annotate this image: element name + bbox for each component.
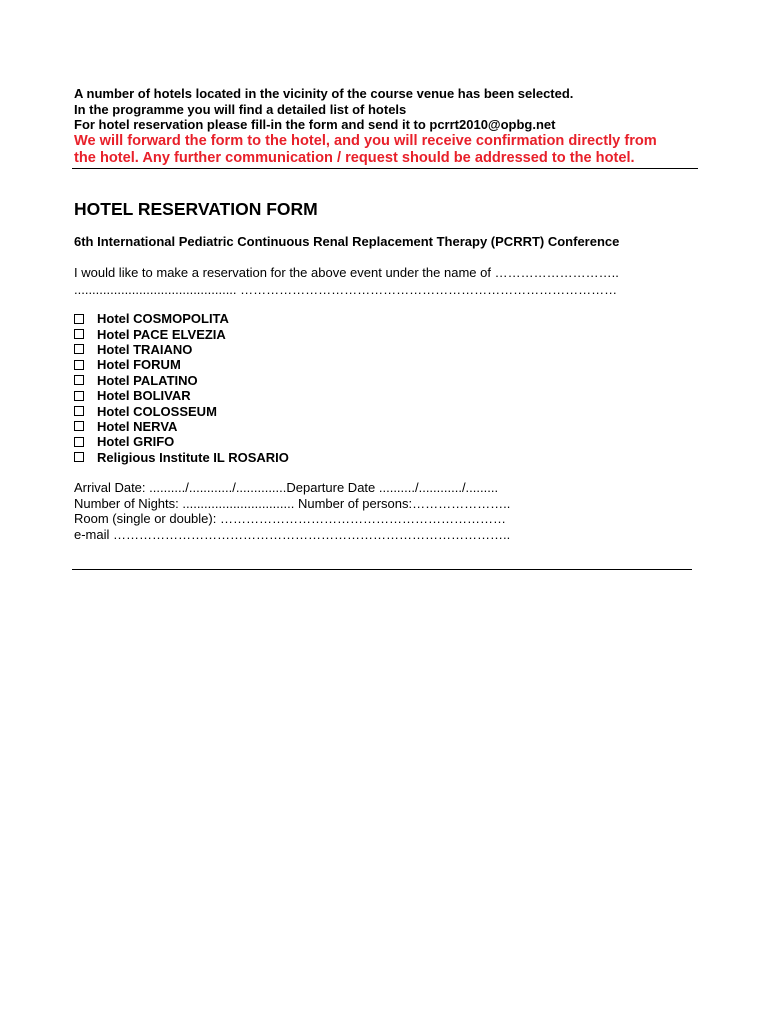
booking-details (74, 480, 510, 542)
intro-block (74, 86, 714, 167)
hotel-option[interactable] (74, 311, 289, 326)
room-type-field[interactable]: Room (single or double): ………………………………………………………… (74, 511, 506, 526)
hotel-option-label: Hotel NERVA (97, 418, 178, 434)
form-title: HOTEL RESERVATION FORM (74, 199, 318, 219)
hotel-checklist (74, 311, 289, 465)
hotel-option[interactable] (74, 419, 289, 434)
hotel-option-label: Hotel PACE ELVEZIA (97, 326, 226, 342)
bottom-divider (72, 569, 692, 570)
checkbox-icon[interactable] (74, 314, 84, 324)
checkbox-icon[interactable] (74, 329, 84, 339)
checkbox-icon[interactable] (74, 406, 84, 416)
reservation-name-line-2: ............................................. …………………………………………………………………………… (74, 282, 618, 297)
hotel-option[interactable] (74, 450, 289, 465)
checkbox-icon[interactable] (74, 391, 84, 401)
conference-subtitle: 6th International Pediatric Continuous Renal Replacement Therapy (PCRRT) Conference (74, 234, 620, 249)
hotel-option-label: Hotel TRAIANO (97, 341, 193, 357)
intro-line-2: In the programme you will find a detailed list of hotels (74, 101, 407, 117)
reservation-name-field[interactable] (74, 264, 619, 298)
hotel-option-label: Hotel FORUM (97, 357, 181, 373)
hotel-option-label: Hotel COSMOPOLITA (97, 311, 229, 327)
hotel-option[interactable] (74, 357, 289, 372)
hotel-option[interactable] (74, 434, 289, 449)
nights-persons-field[interactable]: Number of Nights: ............................... Number of persons:………………….. (74, 495, 511, 511)
hotel-option-label: Hotel GRIFO (97, 434, 175, 450)
hotel-option[interactable] (74, 403, 289, 418)
hotel-option-label: Hotel COLOSSEUM (97, 403, 217, 419)
hotel-option-label: Hotel PALATINO (97, 372, 198, 388)
hotel-option-label: Hotel BOLIVAR (97, 388, 191, 404)
intro-line-3: For hotel reservation please fill-in the form and send it to pcrrt2010@opbg.net (74, 117, 556, 132)
email-field[interactable]: e-mail ……………………………………………………………………………….. (74, 526, 511, 542)
top-divider (72, 168, 698, 169)
hotel-option[interactable] (74, 342, 289, 357)
forward-notice-line-2: the hotel. Any further communication / request should be addressed to the hotel. (74, 149, 635, 166)
intro-line-1: A number of hotels located in the vicinity of the course venue has been selected. (74, 86, 574, 101)
arrival-departure-field[interactable]: Arrival Date: ........../............/..............Departure Date ........../............/......... (74, 480, 499, 495)
checkbox-icon[interactable] (74, 437, 84, 447)
forward-notice-line-1: We will forward the form to the hotel, and you will receive confirmation directly from (74, 132, 657, 149)
hotel-option[interactable] (74, 373, 289, 388)
checkbox-icon[interactable] (74, 344, 84, 354)
hotel-option[interactable] (74, 388, 289, 403)
reservation-name-line-1: I would like to make a reservation for the above event under the name of ……………………….. (74, 265, 619, 280)
hotel-option-label: Religious Institute IL ROSARIO (97, 449, 289, 465)
checkbox-icon[interactable] (74, 360, 84, 370)
checkbox-icon[interactable] (74, 421, 84, 431)
checkbox-icon[interactable] (74, 452, 84, 462)
hotel-option[interactable] (74, 326, 289, 341)
checkbox-icon[interactable] (74, 375, 84, 385)
